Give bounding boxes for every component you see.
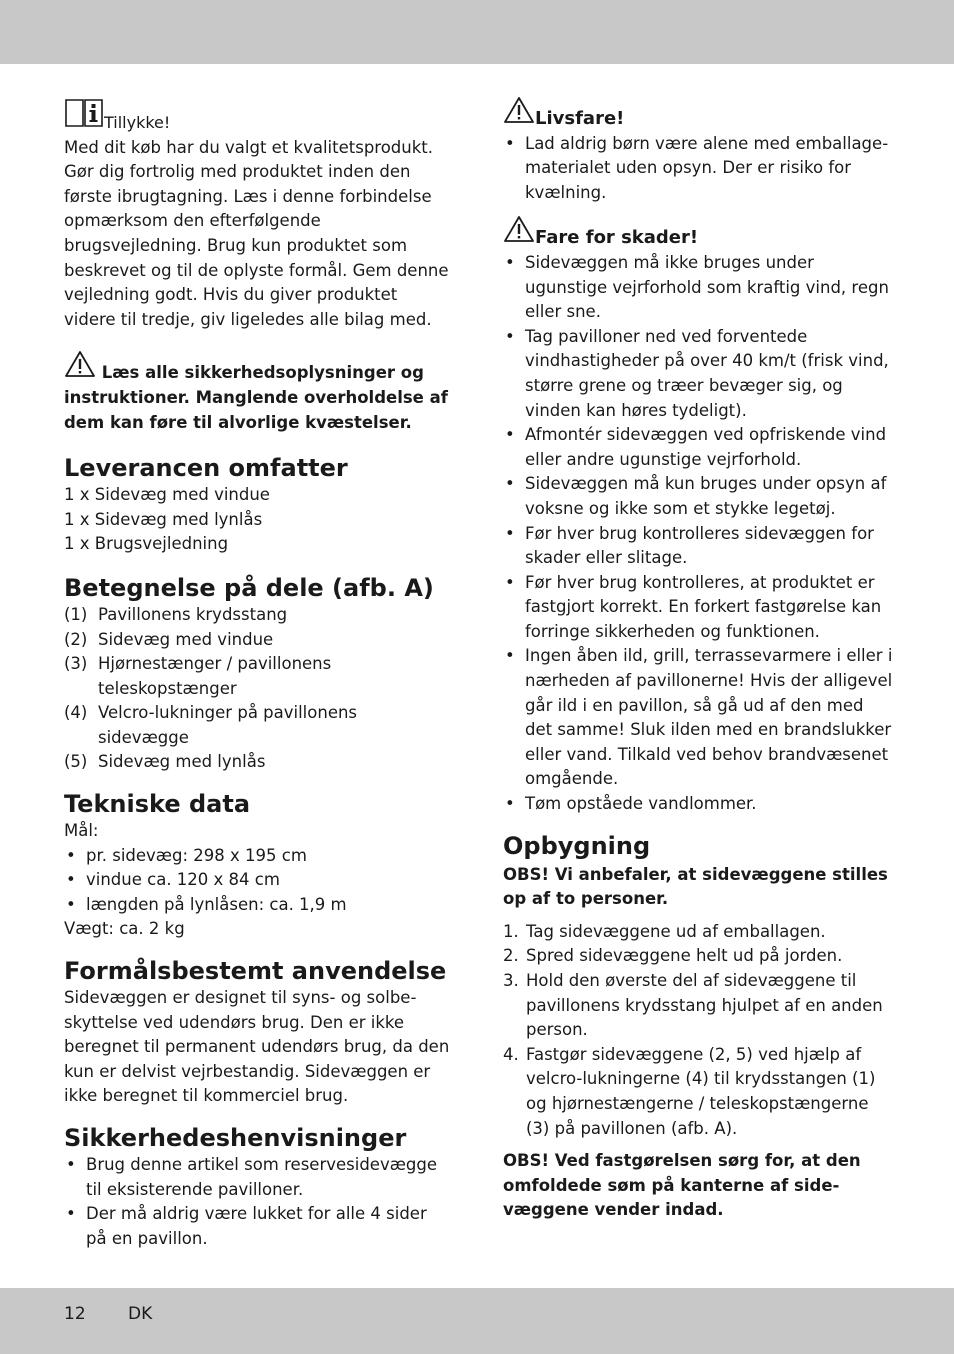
parts-list xyxy=(64,603,452,775)
intro-text: Med dit køb har du valgt et kvalitetsprodukt. Gør dig fortrolig med produktet inden den første ibrugtagning. Læs i denne forbindelse opmærksom den efterfølgende brugsvejledning. Brug kun produktet som beskrevet og til de oplyste formål. Gem denne vejledning godt. Hvis du giver produktet videre til tredje, giv ligeledes alle bilag med. xyxy=(64,137,449,329)
step-text: Tag sidevæggene ud af emballagen. xyxy=(526,921,826,941)
leverance-heading: Leverancen omfatter xyxy=(64,454,348,483)
intro-greeting: Tillykke! xyxy=(104,113,171,132)
purpose-heading: Formålsbestemt anvendelse xyxy=(64,957,447,986)
intro-warning xyxy=(64,350,452,435)
list-item: • Tøm opståede vandlommer. xyxy=(503,792,893,817)
list-item: • vindue ca. 120 x 84 cm xyxy=(64,868,452,893)
list-item xyxy=(64,750,452,775)
header-bar xyxy=(0,0,954,64)
assembly-steps xyxy=(503,920,893,1141)
list-item xyxy=(64,701,452,750)
list-item: • Sidevæggen må kun bruges under opsyn af voksne og ikke som et stykke legetøj. xyxy=(503,472,893,521)
right-column xyxy=(503,96,893,1223)
item-text: Pavillonens krydsstang xyxy=(98,604,288,624)
safety-list xyxy=(64,1153,452,1251)
injury-list xyxy=(503,251,893,817)
page-number: 12 xyxy=(64,1304,86,1324)
item-number: (2) xyxy=(64,629,88,649)
list-item: • Brug denne artikel som reservesidevægge til eksisterende pavilloner. xyxy=(64,1153,452,1202)
step-number: 4. xyxy=(503,1044,519,1064)
tech-weight: Vægt: ca. 2 kg xyxy=(64,919,185,939)
tech-list xyxy=(64,844,452,918)
language-code: DK xyxy=(128,1304,153,1324)
tech-label: Mål: xyxy=(64,821,99,841)
list-item: 1 x Brugsvejledning xyxy=(64,534,229,554)
injury-heading: Fare for skader! xyxy=(535,227,699,249)
item-text: Sidevæg med vindue xyxy=(98,629,274,649)
danger-heading: Livsfare! xyxy=(535,108,625,129)
list-item: • Før hver brug kontrolleres sidevæggen for skader eller slitage. xyxy=(503,522,893,571)
step-number: 2. xyxy=(503,946,519,966)
intro-warning-text: Læs alle sikkerhedsoplysninger og instruktioner. Manglende overholdelse af dem kan føre til alvorlige kvæstelser. xyxy=(64,363,448,432)
step-text: Hold den øverste del af sidevæggene til pavillonens krydsstang hjulpet af en anden person. xyxy=(526,971,883,1040)
list-item xyxy=(503,969,893,1043)
list-item xyxy=(503,1043,893,1141)
warning-triangle-icon xyxy=(64,350,96,386)
list-item: • Afmontér sidevæggen ved opfriskende vind eller andre ugunstige vejrforhold. xyxy=(503,423,893,472)
injury-heading-line xyxy=(503,215,893,251)
step-number: 3. xyxy=(503,971,519,990)
parts-heading: Betegnelse på dele (afb. A) xyxy=(64,573,434,602)
list-item xyxy=(64,628,452,653)
warning-triangle-icon xyxy=(503,96,535,132)
item-text: Hjørnestænger / pavillonens teleskopstænger xyxy=(98,654,332,698)
list-item: • Lad aldrig børn være alene med emballagematerialet uden opsyn. Der er risiko for kvælning. xyxy=(503,132,893,206)
assembly-heading: Opbygning xyxy=(503,831,651,860)
list-item: • Før hver brug kontrolleres, at produktet er fastgjort korrekt. En forkert fastgørelse kan forringe sikkerheden og funktionen. xyxy=(503,571,893,645)
item-number: (4) xyxy=(64,703,88,723)
left-column xyxy=(64,96,452,1251)
list-item xyxy=(64,652,452,701)
list-item: • længden på lynlåsen: ca. 1,9 m xyxy=(64,893,452,918)
item-number: (3) xyxy=(64,654,88,674)
danger-heading-line xyxy=(503,96,893,132)
item-number: (5) xyxy=(64,752,88,772)
list-item xyxy=(64,603,452,628)
list-item: • Ingen åben ild, grill, terrassevarmere i eller i nærheden af pavillonerne! Hvis der alligevel går ild i en pavillon, så gå ud af den med det samme! Sluk ilden med en brandslukker eller vand. Tilkald ved behov brandvæsenet omgående. xyxy=(503,644,893,792)
list-item: 1 x Sidevæg med lynlås xyxy=(64,509,263,529)
safety-heading: Sikkerhedeshenvisninger xyxy=(64,1124,407,1152)
step-number: 1. xyxy=(503,921,519,941)
danger-list xyxy=(503,132,893,206)
list-item: • Der må aldrig være lukket for alle 4 sider på en pavillon. xyxy=(64,1202,452,1251)
assembly-note-1: OBS! Vi anbefaler, at sidevæggene stilles op af to personer. xyxy=(503,864,888,909)
item-text: Velcro-lukninger på pavillonens sidevægge xyxy=(98,703,358,747)
step-text: Spred sidevæggene helt ud på jorden. xyxy=(526,946,843,966)
purpose-text: Sidevæggen er designet til syns- og solbeskyttelse ved udendørs brug. Den er ikke beregnet til permanent udendørs brug, da den kun er delvist vejrbestandig. Sidevæggen er ikke beregnet til kommerciel brug. xyxy=(64,988,450,1106)
tech-heading: Tekniske data xyxy=(64,790,251,819)
item-text: Sidevæg med lynlås xyxy=(98,752,266,772)
list-item xyxy=(503,920,893,945)
list-item: 1 x Sidevæg med vindue xyxy=(64,485,270,505)
info-book-icon xyxy=(64,96,104,136)
assembly-note-2: OBS! Ved fastgørelsen sørg for, at den omfoldede søm på kanterne af sidevæggene vender indad. xyxy=(503,1151,861,1220)
warning-triangle-icon xyxy=(503,215,535,251)
intro-greeting-line xyxy=(64,96,452,136)
list-item: • Sidevæggen må ikke bruges under ugunstige vejrforhold som kraftig vind, regn eller sne. xyxy=(503,251,893,325)
item-number: (1) xyxy=(64,604,88,624)
list-item: • pr. sidevæg: 298 x 195 cm xyxy=(64,844,452,869)
list-item xyxy=(503,944,893,969)
leverance-list xyxy=(64,483,452,557)
list-item: • Tag pavilloner ned ved forventede vindhastigheder på over 40 km/t (frisk vind, større grene og træer bevæger sig, og vinden kan høres tydeligt). xyxy=(503,325,893,423)
step-text: Fastgør sidevæggene (2, 5) ved hjælp af velcro-lukningerne (4) til krydsstangen (1) og hjørnestængerne / teleskopstængerne (3) på pavillonen (afb. A). xyxy=(526,1044,876,1138)
